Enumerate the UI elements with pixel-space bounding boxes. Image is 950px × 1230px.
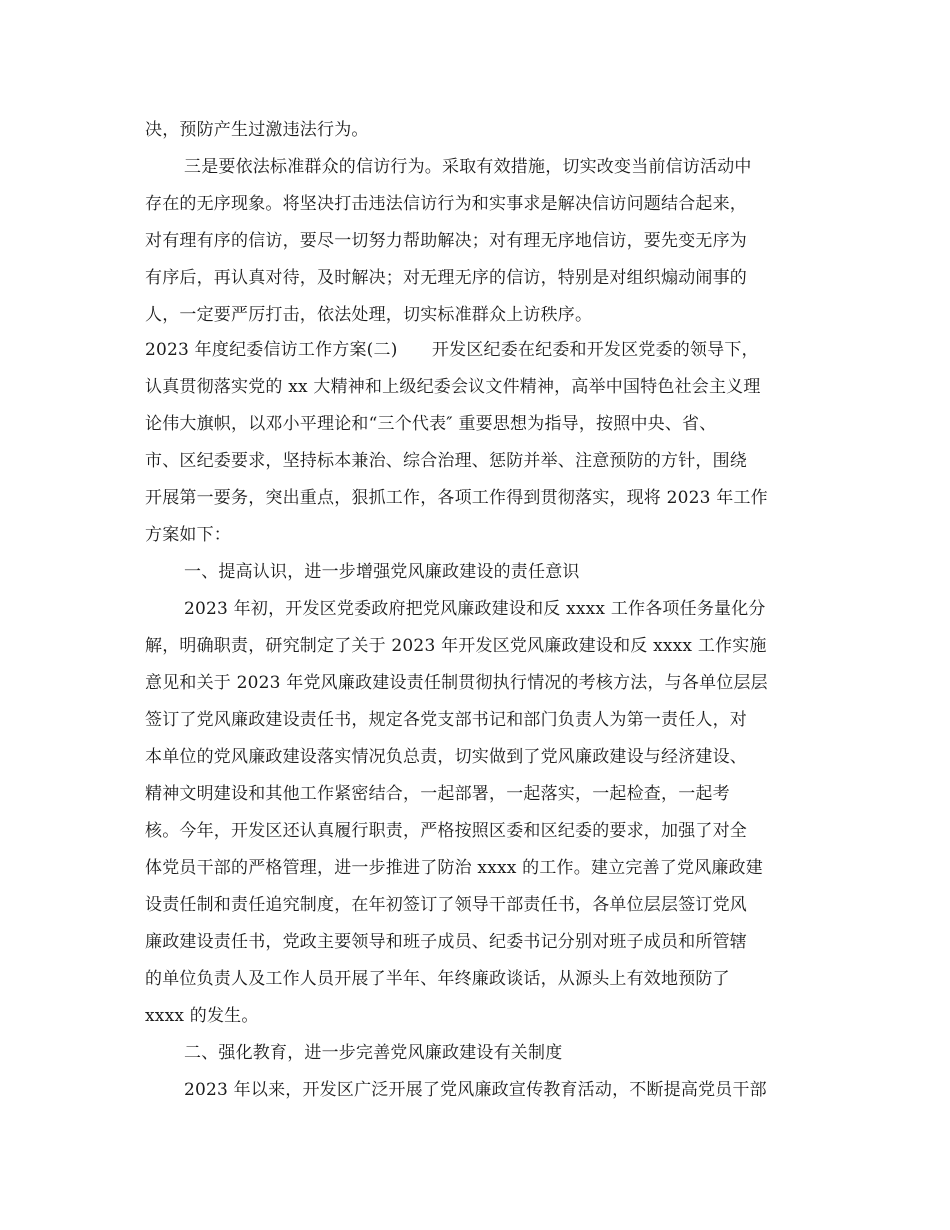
text-line: xxxx 的发生。: [145, 1006, 259, 1026]
text-line: 签订了党风廉政建设责任书，规定各党支部书记和部门负责人为第一责任人，对: [145, 710, 747, 730]
text-line: 核。今年，开发区还认真履行职责，严格按照区委和区纪委的要求，加强了对全: [145, 821, 747, 841]
text-line: 本单位的党风廉政建设落实情况负总责，切实做到了党风廉政建设与经济建设、: [145, 747, 747, 767]
text-line: 市、区纪委要求，坚持标本兼治、综合治理、惩防并举、注意预防的方针，围绕: [145, 451, 747, 471]
text-line: 对有理有序的信访，要尽一切努力帮助解决；对有理无序地信访，要先变无序为: [145, 231, 747, 251]
text-line: 意见和关于 2023 年党风廉政建设责任制贯彻执行情况的考核方法，与各单位层层: [145, 673, 768, 693]
text-line: 的单位负责人及工作人员开展了半年、年终廉政谈话，从源头上有效地预防了: [145, 969, 730, 989]
text-line: 决，预防产生过激违法行为。: [145, 120, 369, 140]
section-heading-line: 2023 年度纪委信访工作方案(二) 开发区纪委在纪委和开发区党委的领导下，: [145, 340, 759, 360]
subheading-line: 一、提高认识，进一步增强党风廉政建设的责任意识: [184, 562, 580, 582]
text-line: 2023 年初，开发区党委政府把党风廉政建设和反 xxxx 工作各项任务量化分: [184, 599, 766, 619]
text-line: 开展第一要务，突出重点，狠抓工作，各项工作得到贯彻落实，现将 2023 年工作: [145, 488, 768, 508]
text-line: 设责任制和责任追究制度，在年初签订了领导干部责任书，各单位层层签订党风: [145, 895, 747, 915]
text-line: 体党员干部的严格管理，进一步推进了防治 xxxx 的工作。建立完善了党风廉政建: [145, 858, 763, 878]
text-line: 论伟大旗帜，以邓小平理论和“三个代表″ 重要思想为指导，按照中央、省、: [145, 414, 717, 434]
text-line: 存在的无序现象。将坚决打击违法信访行为和实事求是解决信访问题结合起来，: [145, 194, 747, 214]
text-line: 认真贯彻落实党的 xx 大精神和上级纪委会议文件精神，高举中国特色社会主义理: [145, 377, 761, 397]
text-line: 廉政建设责任书，党政主要领导和班子成员、纪委书记分别对班子成员和所管辖: [145, 932, 747, 952]
text-line: 精神文明建设和其他工作紧密结合，一起部署，一起落实，一起检查，一起考: [145, 784, 730, 804]
text-line: 人，一定要严厉打击，依法处理，切实标准群众上访秩序。: [145, 305, 593, 325]
text-line: 方案如下：: [145, 525, 231, 545]
text-line: 解，明确职责，研究制定了关于 2023 年开发区党风廉政建设和反 xxxx 工作实施: [145, 636, 767, 656]
text-line: 有序后，再认真对待，及时解决；对无理无序的信访，特别是对组织煽动闹事的: [145, 268, 747, 288]
subheading-line: 二、强化教育，进一步完善党风廉政建设有关制度: [184, 1043, 563, 1063]
text-line: 2023 年以来，开发区广泛开展了党风廉政宣传教育活动，不断提高党员干部: [184, 1080, 767, 1100]
text-line: 三是要依法标准群众的信访行为。采取有效措施，切实改变当前信访活动中: [184, 157, 752, 177]
